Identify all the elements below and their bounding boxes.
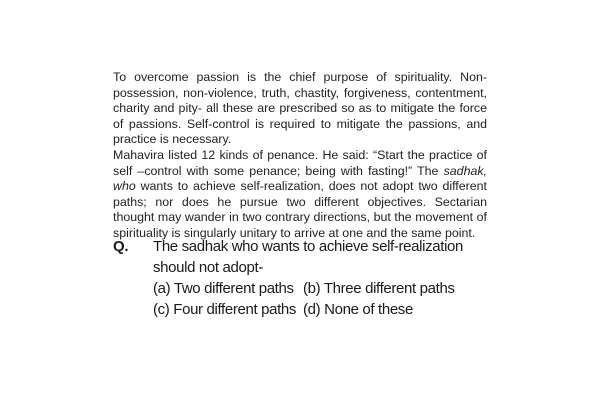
question-block [113,236,503,320]
passage-paragraph-2 [113,148,487,242]
options-row-2 [153,299,503,320]
passage-paragraph-2-end: wants to achieve self-realization, does not adopt two different paths; nor does he pursue two different objectives. Sectarian thought may wander in two contrary directions, but the movement of spirituality is singularly unitary to arrive at one and the same point. [113,179,487,240]
answer-options [153,278,503,320]
passage-emphasis-sadhak: sadhak, who [113,163,487,194]
question-text: The sadhak who wants to achieve self-realization should not adopt- [153,238,464,276]
passage-paragraph-2-start: Mahavira listed 12 kinds of penance. He said: “Start the practice of self –control with some penance; being with fasting!” The [113,147,487,178]
option-a: (a) Two different paths [153,280,294,297]
option-b: (b) Three different paths [303,280,455,297]
option-d: (d) None of these [303,301,413,318]
options-row-1 [153,278,503,299]
passage [113,70,487,242]
option-c: (c) Four different paths [153,301,297,318]
question-row [113,236,503,278]
passage-paragraph-1: To overcome passion is the chief purpose of spirituality. Non-possession, non-violence, truth, chastity, forgiveness, contentment, charity and pity- all these are prescribed so as to mitigate the force of passions. Self-control is required to mitigate the passions, and practice is necessary. [113,70,487,147]
question-label: Q. [113,238,129,255]
